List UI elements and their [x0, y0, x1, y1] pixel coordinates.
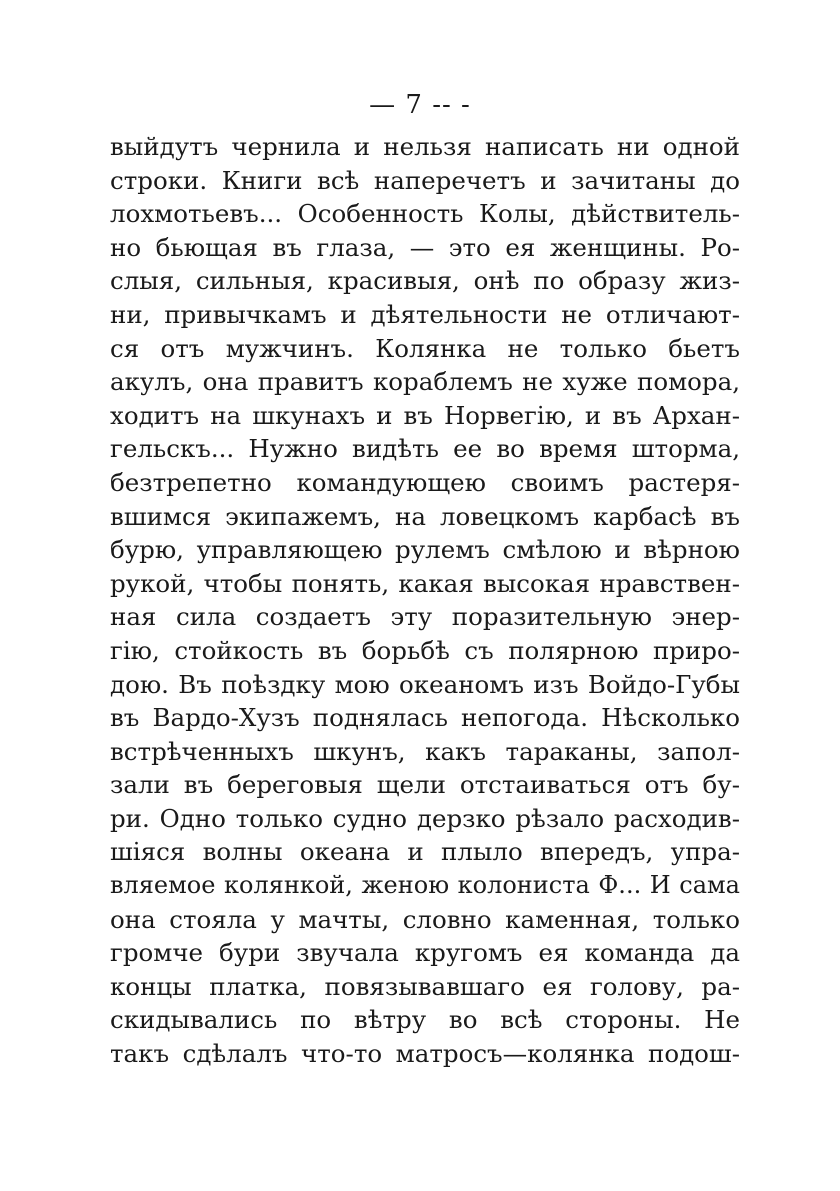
- text-line: гію, стойкость въ борьбѣ съ полярною приро-: [110, 635, 740, 665]
- text-line: концы платка, повязывавшаго ея голову, ра-: [110, 971, 740, 1001]
- text-line: шіяся волны океана и плыло впередъ, упра-: [110, 837, 740, 867]
- text-line: скидывались по вѣтру во всѣ стороны. Не: [110, 1005, 740, 1035]
- text-line: ся отъ мужчинъ. Колянка не только бьетъ: [110, 333, 740, 363]
- text-line: она стояла у мачты, словно каменная, только: [110, 904, 740, 934]
- text-line: ни, привычкамъ и дѣятельности не отличают-: [110, 299, 740, 329]
- text-line: акулъ, она правитъ кораблемъ не хуже помора,: [110, 367, 740, 397]
- text-line: ная сила создаетъ эту поразительную энер-: [110, 602, 740, 632]
- text-line: лохмотьевъ... Особенность Колы, дѣйствитель-: [110, 199, 740, 229]
- text-line: дою. Въ поѣздку мою океаномъ изъ Войдо-Губы: [110, 669, 740, 699]
- text-line: строки. Книги всѣ наперечетъ и зачитаны до: [110, 165, 740, 195]
- text-line: бурю, управляющею рулемъ смѣлою и вѣрною: [110, 535, 740, 565]
- text-line: въ Вардо-Хузъ поднялась непогода. Нѣсколько: [110, 703, 740, 733]
- text-line: громче бури звучала кругомъ ея команда да: [110, 938, 740, 968]
- text-line: зали въ береговыя щели отстаиваться отъ бу-: [110, 770, 740, 800]
- text-line: вляемое колянкой, женою колониста Ф... И сама: [110, 871, 740, 900]
- text-line: выйдутъ чернила и нельзя написать ни одной: [110, 132, 740, 161]
- page-number: — 7 -- -: [369, 90, 471, 120]
- text-line: встрѣченныхъ шкунъ, какъ тараканы, запол-: [110, 736, 740, 766]
- text-line: вшимся экипажемъ, на ловецкомъ карбасѣ въ: [110, 501, 740, 531]
- text-line: гельскъ... Нужно видѣть ее во время шторма,: [110, 434, 740, 464]
- text-line: ри. Одно только судно дерзко рѣзало расходив-: [110, 803, 740, 833]
- text-line: но бьющая въ глаза, — это ея женщины. Ро-: [110, 232, 740, 262]
- text-line: рукой, чтобы понять, какая высокая нравствен-: [110, 568, 740, 598]
- text-line: такъ сдѣлалъ что-то матросъ—колянка подош-: [110, 1039, 740, 1069]
- text-line: безтрепетно командующею своимъ растеря-: [110, 467, 740, 497]
- text-line: ходитъ на шкунахъ и въ Норвегію, и въ Архан-: [110, 400, 740, 430]
- text-line: слыя, сильныя, красивыя, онѣ по образу жиз-: [110, 266, 740, 296]
- body-text: [110, 130, 740, 1071]
